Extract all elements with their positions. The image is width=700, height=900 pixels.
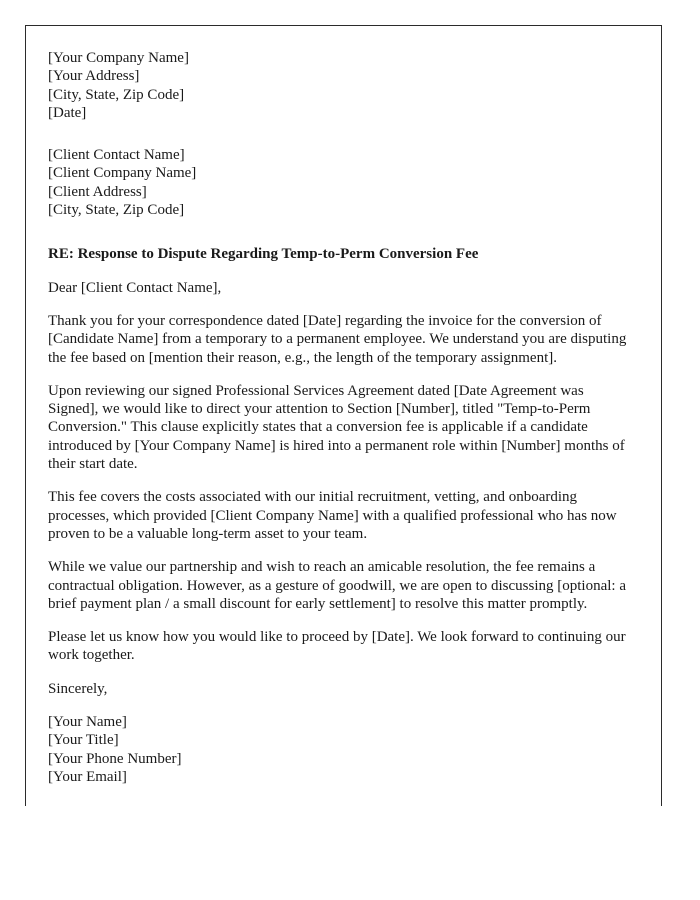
body-paragraph: Upon reviewing our signed Professional Services Agreement dated [Date Agreement was Signed], we would like to direct your attention to Section [Number], titled "Temp-to-Perm Conversion." This clause explicitly states that a conversion fee is applicable if a candidate introduced by [Your Company Name] is hired into a permanent role within [Number] months of their start date. xyxy=(48,382,625,473)
sender-address-line: [City, State, Zip Code] xyxy=(48,86,185,103)
paragraph-spacer xyxy=(48,698,636,713)
body-paragraph: This fee covers the costs associated with our initial recruitment, vetting, and onboarding processes, which provided [Client Company Name] with a qualified professional who has now proven to be a valuable long-term asset to your team. xyxy=(48,489,617,542)
signature-block xyxy=(48,713,636,786)
recipient-address-block xyxy=(48,146,636,219)
recipient-address-line: [Client Address] xyxy=(48,183,147,200)
body-paragraph: Please let us know how you would like to proceed by [Date]. We look forward to continuing our work together. xyxy=(48,629,626,664)
signature-line: [Your Email] xyxy=(48,768,127,785)
signature-line: [Your Title] xyxy=(48,732,119,749)
paragraph-spacer xyxy=(48,367,636,382)
sender-address-line: [Date] xyxy=(48,104,87,121)
recipient-address-line: [Client Company Name] xyxy=(48,165,197,182)
recipient-address-line: [Client Contact Name] xyxy=(48,147,185,164)
paragraph-spacer xyxy=(48,665,636,680)
paragraph-spacer xyxy=(48,613,636,628)
paragraph-spacer xyxy=(48,543,636,558)
sender-address-block xyxy=(48,49,636,122)
paragraph-spacer xyxy=(48,264,636,279)
recipient-address-line: [City, State, Zip Code] xyxy=(48,202,185,219)
body-paragraph: While we value our partnership and wish to reach an amicable resolution, the fee remains a contractual obligation. However, as a gesture of goodwill, we are open to discussing [optional: a brief payment plan / a small discount for early settlement] to resolve this matter promptly. xyxy=(48,559,626,612)
subject-line: RE: Response to Dispute Regarding Temp-to-Perm Conversion Fee xyxy=(48,246,479,263)
sender-address-line: [Your Address] xyxy=(48,68,140,85)
salutation: Dear [Client Contact Name], xyxy=(48,279,222,296)
paragraph-spacer xyxy=(48,473,636,488)
body-paragraph: Thank you for your correspondence dated [Date] regarding the invoice for the conversion of [Candidate Name] from a temporary to a permanent employee. We understand you are disputing the fee based on [mention their reason, e.g., the length of the temporary assignment]. xyxy=(48,312,627,366)
paragraph-spacer xyxy=(48,297,636,312)
signature-line: [Your Name] xyxy=(48,714,127,731)
signature-line: [Your Phone Number] xyxy=(48,750,182,767)
block-spacer xyxy=(48,122,636,146)
sender-address-line: [Your Company Name] xyxy=(48,50,189,66)
document-page xyxy=(25,25,662,806)
letter-content xyxy=(48,49,636,786)
closing-line: Sincerely, xyxy=(48,680,108,697)
subject-spacer xyxy=(48,219,636,245)
